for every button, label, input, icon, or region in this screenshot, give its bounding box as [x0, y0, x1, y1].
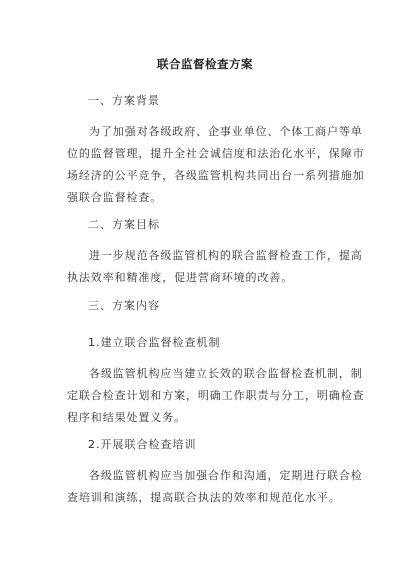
paragraph-line: 查培训和演练，提高联合执法的效率和规范化水平。 — [67, 491, 341, 504]
paragraph-line: 为了加强对各级政府、企事业单位、个体工商户等单 — [89, 125, 363, 138]
section-heading-content: 三、方案内容 — [88, 299, 160, 312]
subsection-paragraph-training — [67, 465, 363, 509]
section-paragraph-background — [67, 121, 365, 209]
paragraph-line: 位的监督管理，提升全社会诚信度和法治化水平，保障市 — [67, 147, 365, 160]
section-paragraph-goal — [67, 245, 363, 289]
subsection-heading-training: 2.开展联合检查培训 — [88, 438, 197, 451]
paragraph-line: 执法效率和精准度，促进营商环境的改善。 — [67, 271, 294, 284]
paragraph-line: 定联合检查计划和方案，明确工作职责与分工，明确检查 — [67, 389, 365, 402]
paragraph-line: 各级监管机构应当加强合作和沟通，定期进行联合检 — [89, 469, 363, 482]
subsection-heading-mechanism: 1.建立联合监督检查机制 — [88, 336, 221, 349]
paragraph-line: 各级监管机构应当建立长效的联合监督检查机制，制 — [89, 367, 363, 380]
paragraph-line: 进一步规范各级监管机构的联合监督检查工作，提高 — [89, 249, 363, 262]
document-title: 联合监督检查方案 — [157, 57, 253, 71]
section-heading-goal: 二、方案目标 — [88, 218, 160, 231]
section-heading-background: 一、方案背景 — [88, 94, 160, 107]
paragraph-line: 场经济的公平竞争，各级监管机构共同出台一系列措施加 — [67, 169, 365, 182]
paragraph-line: 强联合监督检查。 — [67, 191, 163, 204]
paragraph-line: 程序和结果处置义务。 — [67, 411, 186, 424]
subsection-paragraph-mechanism — [67, 363, 365, 429]
